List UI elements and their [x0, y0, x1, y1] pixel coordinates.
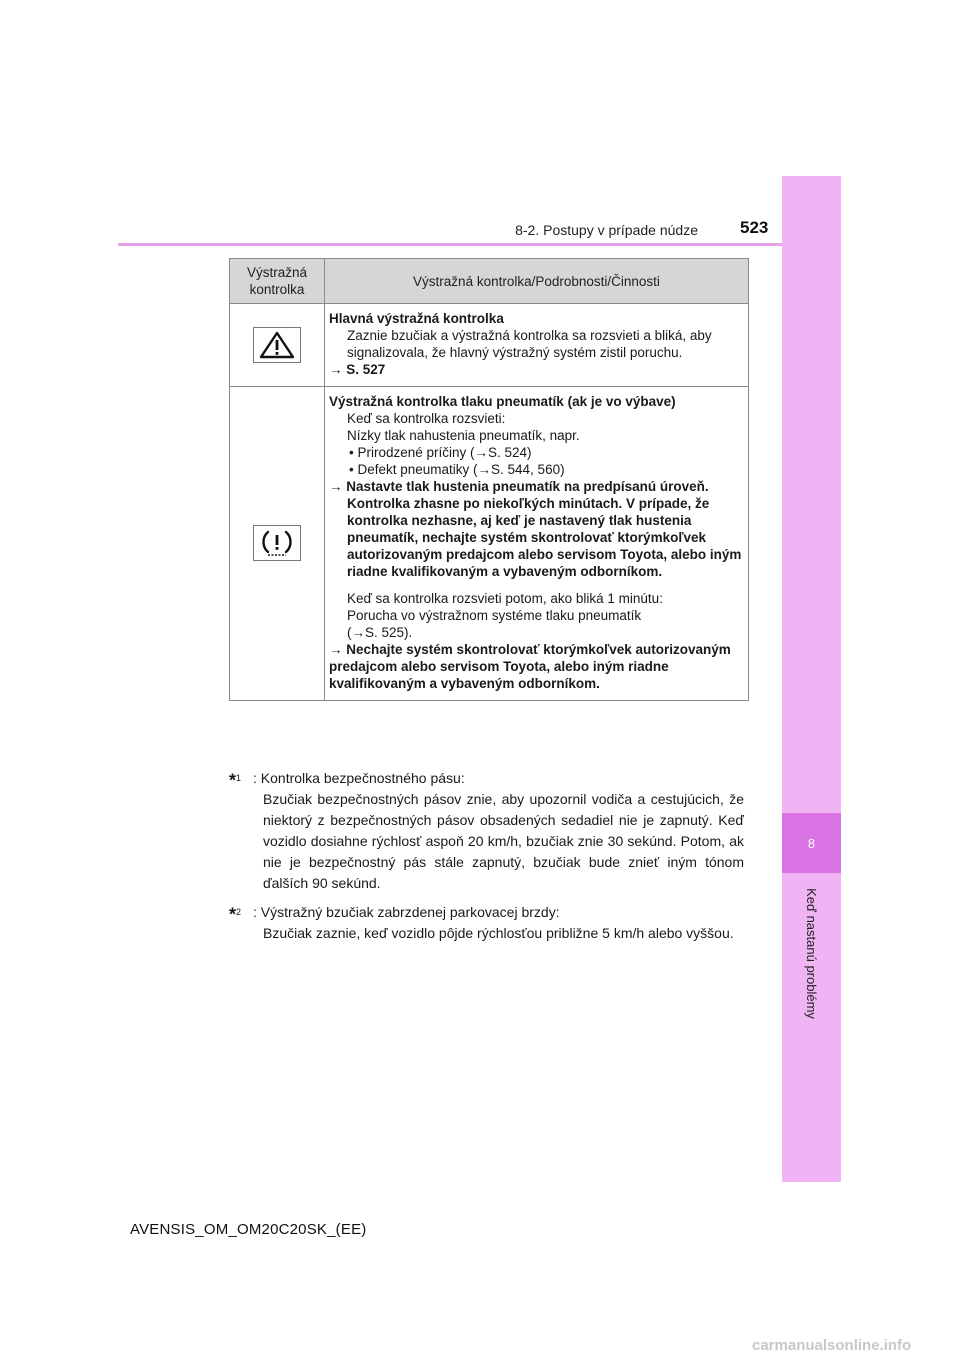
row-line: (→S. 525).	[347, 625, 413, 640]
row-line: Keď sa kontrolka rozsvieti potom, ako bliká 1 minútu:	[347, 591, 663, 606]
warning-lights-table	[229, 258, 749, 701]
footnote	[229, 902, 744, 944]
row-bullet: • Prirodzené príčiny (→S. 524)	[349, 445, 532, 460]
footnote-mark: *$^2$	[229, 904, 242, 925]
icon-cell	[230, 387, 325, 701]
details-cell	[325, 304, 749, 387]
footnote-body: Bzučiak zaznie, keď vozidlo pôjde rýchlosťou približne 5 km/h alebo vyššou.	[263, 925, 734, 941]
table-row	[230, 387, 749, 701]
row-action: → Nastavte tlak hustenia pneumatík na predpísanú úroveň.	[329, 479, 709, 494]
header-rule	[118, 243, 782, 246]
row-bullet: • Defekt pneumatiky (→S. 544, 560)	[349, 462, 565, 477]
chapter-title-vertical	[782, 873, 841, 1033]
row-description: Zaznie bzučiak a výstražná kontrolka sa rozsvieti a bliká, aby signalizovala, že hlavný výstražný systém zistil poruchu.	[347, 328, 712, 360]
page-number: 523	[740, 218, 769, 237]
row-line: Porucha vo výstražnom systéme tlaku pneumatík	[347, 608, 642, 623]
footnote	[229, 768, 744, 894]
details-cell	[325, 387, 749, 701]
footnote-title: : Výstražný bzučiak zabrzdenej parkovacej brzdy:	[253, 904, 560, 920]
footnote-body: Bzučiak bezpečnostných pásov znie, aby upozornil vodiča a cestujúcich, že niektorý z bezpečnostných pásov obsadených sedadiel nie je zapnutý. Keď vozidlo dosiahne rýchlosť aspoň 20 km/h, bzučiak znie 30 sekúnd. Potom, ak nie je bezpečnostný pás stále zapnutý, bzučiak bude znieť iným tónom ďalších 90 sekúnd.	[263, 791, 744, 891]
document-code: AVENSIS_OM_OM20C20SK_(EE)	[130, 1221, 367, 1238]
tire-pressure-warning-icon	[253, 525, 301, 561]
icon-cell	[230, 304, 325, 387]
footnote-title: : Kontrolka bezpečnostného pásu:	[253, 770, 465, 786]
row-action-continued: Kontrolka zhasne po niekoľkých minútach. V prípade, že kontrolka nezhasne, aj keď je nastavený tlak hustenia pneumatík, nechajte systém skontrolovať ktorýmkoľvek autorizovaným predajcom alebo servisom Toyota, alebo iným riadne kvalifikovaným a vybaveným odborníkom.	[347, 496, 742, 579]
chapter-title-text: Keď nastanú problémy	[804, 887, 820, 1019]
footnotes	[229, 768, 744, 952]
chapter-number-badge: 8	[782, 813, 841, 873]
column-header-details: Výstražná kontrolka/Podrobnosti/Činnosti	[325, 259, 749, 304]
row-line: Nízky tlak nahustenia pneumatík, napr.	[347, 428, 580, 443]
master-warning-triangle-icon	[253, 327, 301, 363]
row-title: Hlavná výstražná kontrolka	[329, 311, 504, 326]
row-action: → S. 527	[329, 362, 386, 377]
row-line: Keď sa kontrolka rozsvieti:	[347, 411, 506, 426]
table-row	[230, 304, 749, 387]
watermark: carmanualsonline.info	[752, 1337, 912, 1354]
table-header-row	[230, 259, 749, 304]
section-title: 8-2. Postupy v prípade núdze	[515, 222, 698, 238]
row-action: → Nechajte systém skontrolovať ktorýmkoľvek autorizovaným predajcom alebo servisom Toyota, alebo iným riadne kvalifikovaným a vybaveným odborníkom.	[329, 642, 731, 691]
column-header-light: Výstražná kontrolka	[230, 259, 325, 304]
row-title: Výstražná kontrolka tlaku pneumatík (ak je vo výbave)	[329, 394, 676, 409]
footnote-mark: *$^1$	[229, 770, 242, 791]
